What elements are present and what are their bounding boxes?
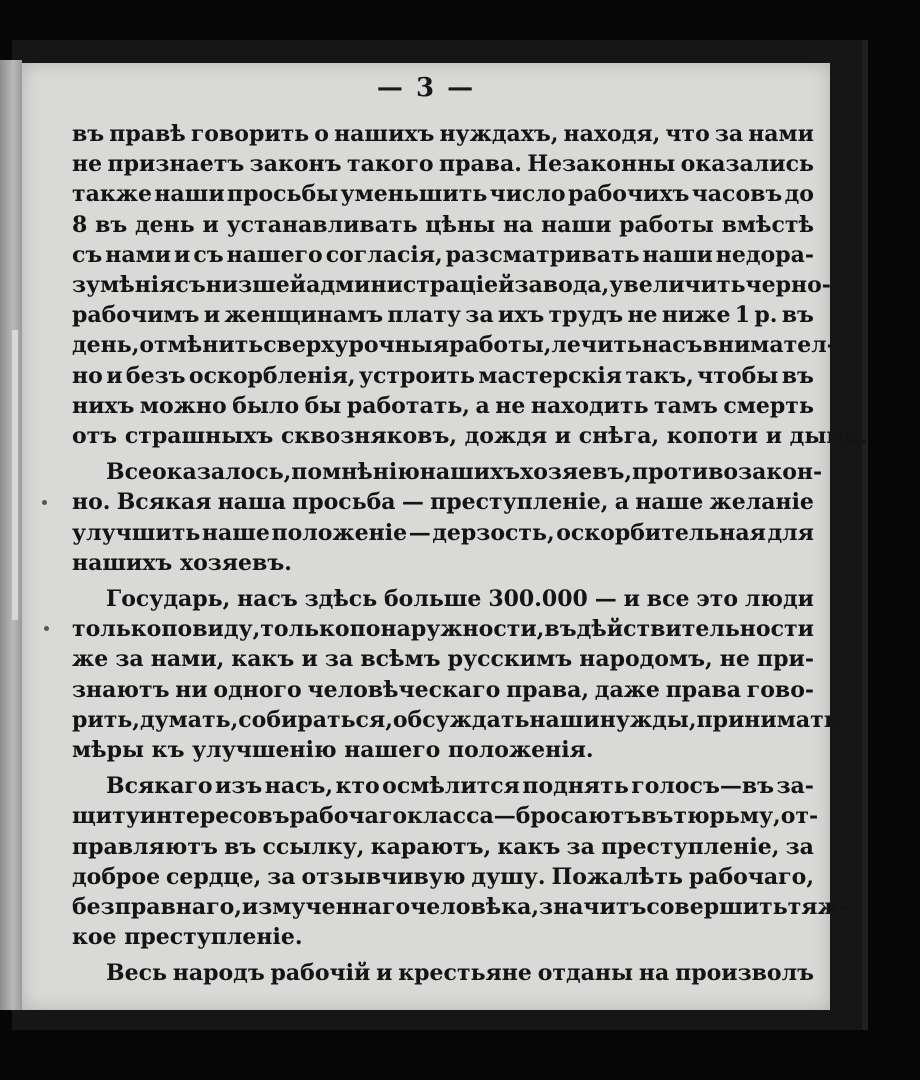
text-line: мѣры къ улучшенію нашего положенія.: [72, 737, 594, 764]
text-line: рить, думать, собираться, обсуждать наши нужды, принимать: [72, 706, 839, 733]
text-line: правляютъ въ ссылку, караютъ, какъ за преступленіе, за: [72, 833, 814, 860]
text-line: же за нами, какъ и за всѣмъ русскимъ народомъ, не при-: [72, 646, 814, 673]
document-page: [22, 63, 868, 1010]
text-line: знаютъ ни одного человѣческаго права, даже права гово-: [72, 676, 814, 703]
text-line: Весь народъ рабочій и крестьяне отданы на произволъ: [106, 960, 814, 987]
text-line: Всякаго изъ насъ, кто осмѣлится поднять голосъ—въ за-: [106, 773, 814, 800]
text-line: безправнаго, измученнаго человѣка, значитъ совершить тяж-: [72, 894, 849, 921]
text-line: кое преступленіе.: [72, 924, 303, 951]
text-line: не признаетъ законъ такого права. Незаконны оказались: [72, 151, 814, 178]
text-line: 8 въ день и устанавливать цѣны на наши работы вмѣстѣ: [72, 211, 814, 238]
text-line: Все оказалось, по мнѣнію нашихъ хозяевъ, противозакон-: [106, 459, 823, 486]
text-line: нашихъ хозяевъ.: [72, 549, 292, 576]
text-line: но. Всякая наша просьба — преступленіе, а наше желаніе: [72, 489, 814, 516]
text-line: отъ страшныхъ сквозняковъ, дождя и снѣга, копоти и дыма.: [72, 423, 868, 450]
text-line: день, отмѣнить сверхурочныя работы, лечить насъ внимател-: [72, 332, 836, 359]
text-line: также наши просьбы уменьшить число рабочихъ часовъ до: [72, 181, 814, 208]
text-line: Государь, насъ здѣсь больше 300.000 — и все это люди: [106, 586, 814, 613]
text-line: съ нами и съ нашего согласія, разсматривать наши недора-: [72, 241, 814, 268]
text-line: улучшить наше положеніе — дерзость, оскорбительная для: [72, 519, 814, 546]
text-line: зумѣнія съ низшей администраціей завода, увеличить черно-: [72, 272, 831, 299]
book-spine-edge: [0, 60, 22, 1010]
text-line: доброе сердце, за отзывчивую душу. Пожалѣть рабочаго,: [72, 863, 814, 890]
text-line: нихъ можно было бы работать, а не находить тамъ смерть: [72, 392, 814, 419]
margin-speck: [44, 626, 49, 631]
page-number: — 3 —: [376, 73, 476, 103]
text-line: но и безъ оскорбленія, устроить мастерскія такъ, чтобы въ: [72, 362, 814, 389]
margin-speck: [42, 500, 47, 505]
text-line: только по виду, только по наружности, въ дѣйствительности: [72, 616, 814, 643]
text-line: рабочимъ и женщинамъ плату за ихъ трудъ не ниже 1 р. въ: [72, 302, 814, 329]
body-text: [72, 119, 868, 989]
text-line: щиту интересовъ рабочаго класса—бросаютъ въ тюрьму, от-: [72, 803, 819, 830]
page-edge-notch: [12, 330, 18, 620]
text-line: въ правѣ говорить о нашихъ нуждахъ, находя, что за нами: [72, 121, 814, 147]
